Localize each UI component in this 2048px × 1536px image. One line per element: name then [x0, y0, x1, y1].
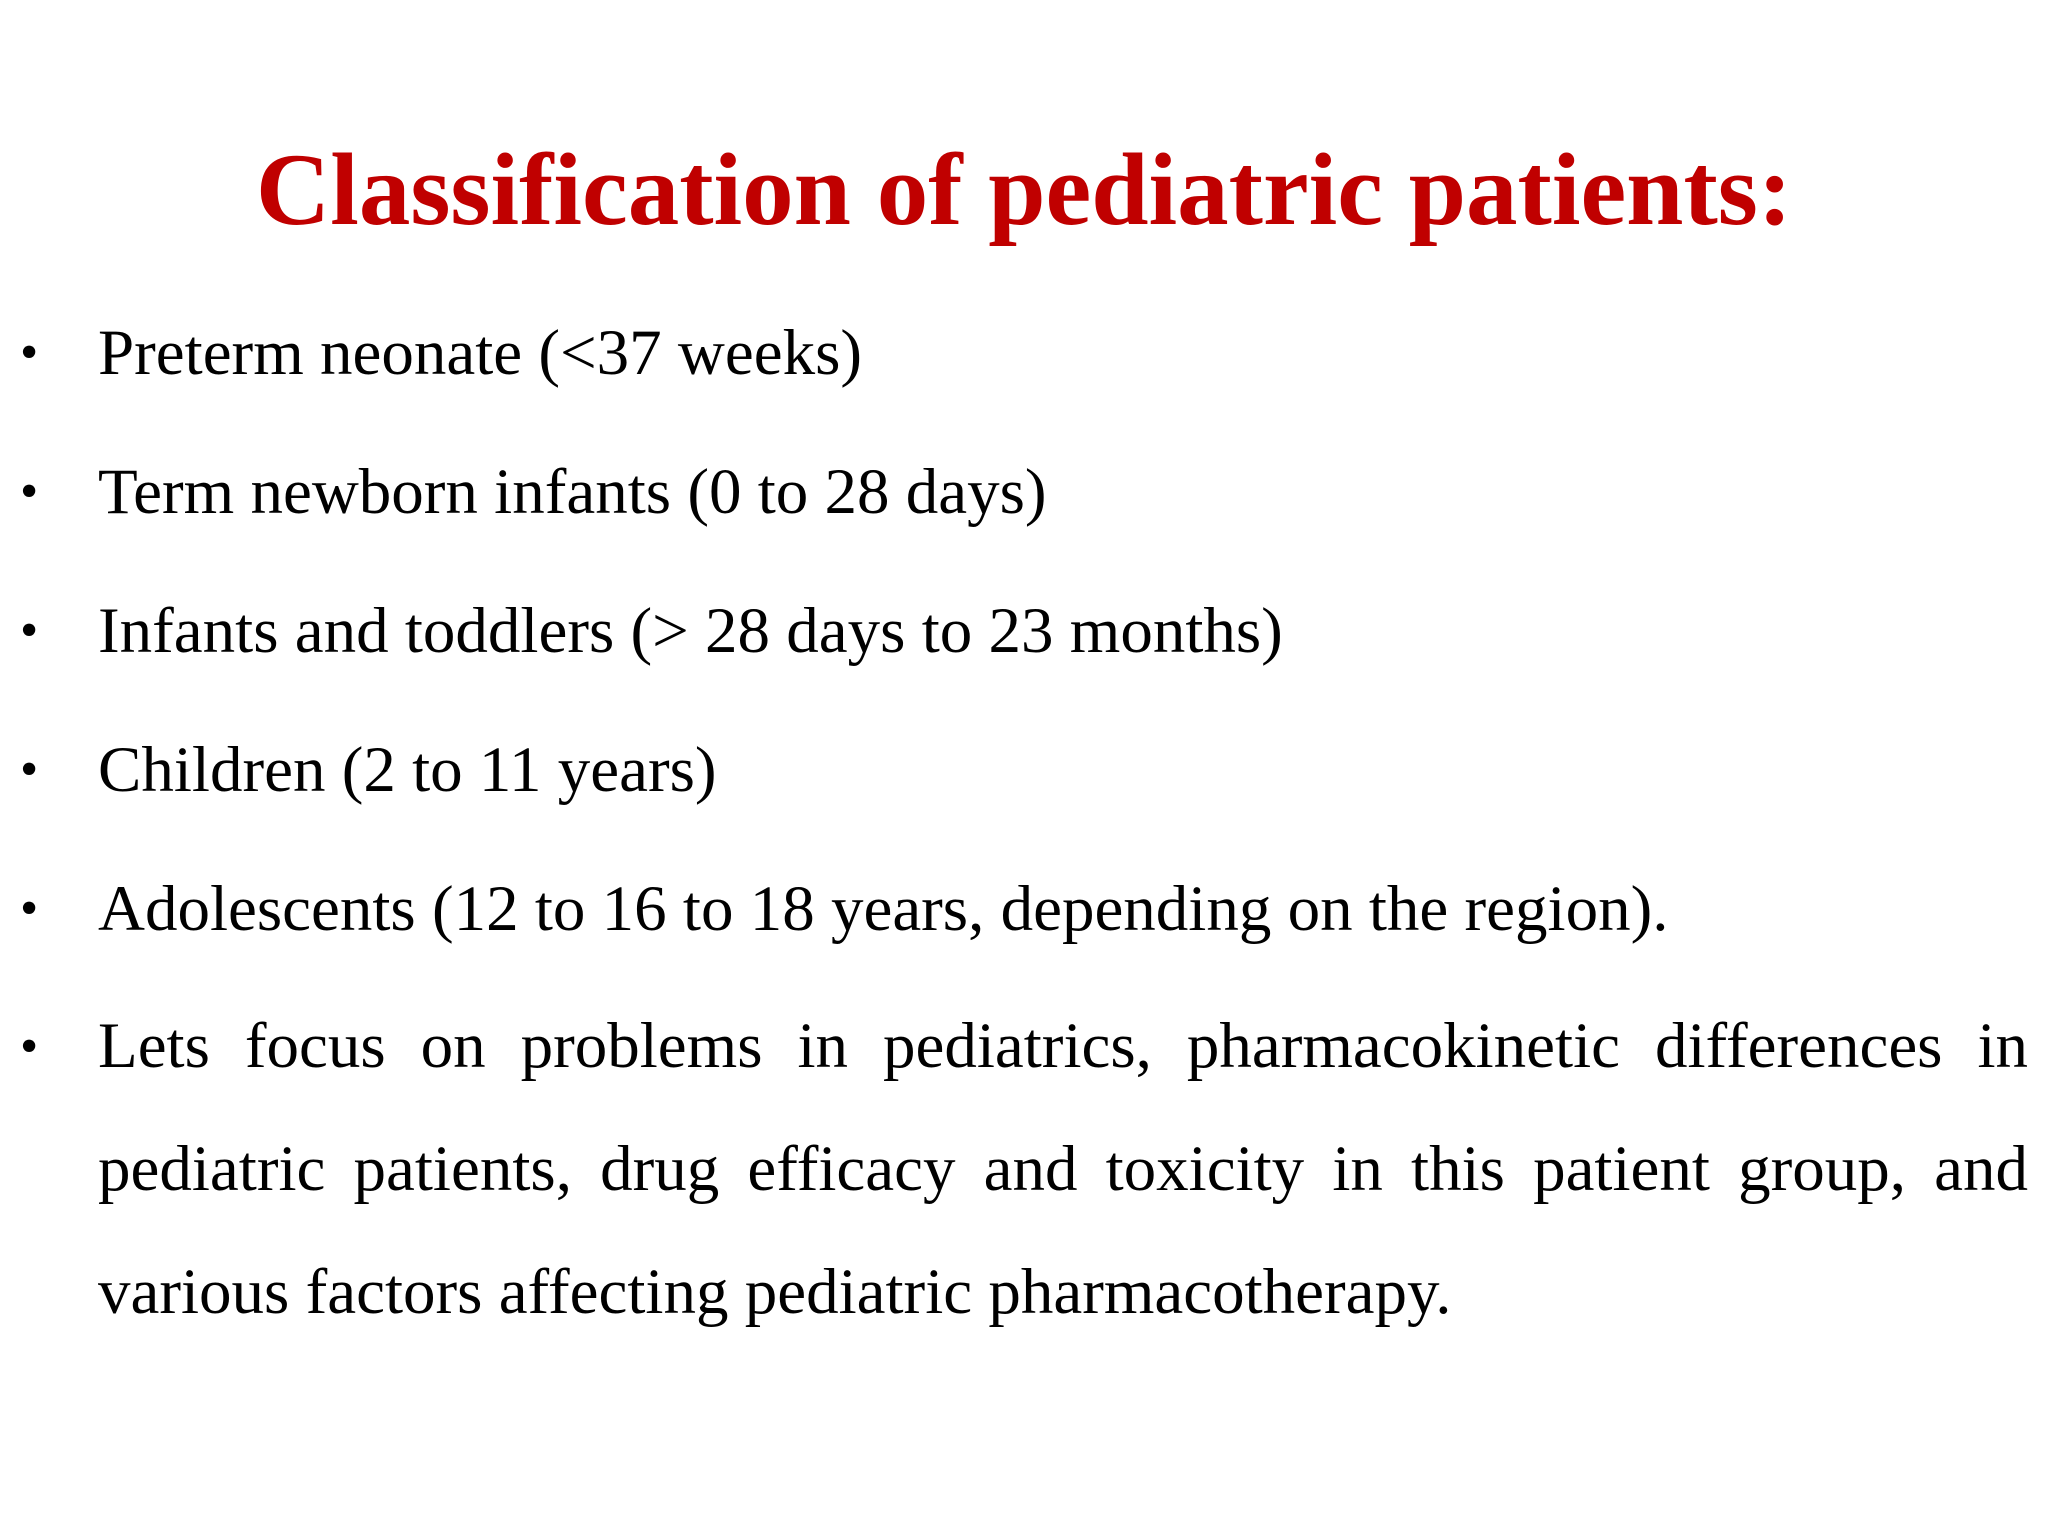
- slide-title: Classification of pediatric patients:: [255, 133, 1793, 247]
- bullet-dot-icon: •: [20, 741, 39, 798]
- bullet-dot-icon: •: [20, 324, 39, 381]
- bullet-text: Preterm neonate (<37 weeks): [98, 317, 863, 389]
- bullet-dot-icon: •: [20, 602, 39, 659]
- bullet-dot-icon: •: [20, 1018, 39, 1075]
- bullet-text: Term newborn infants (0 to 28 days): [98, 456, 1047, 528]
- bullet-item-adolescents: [0, 858, 2048, 960]
- bullet-item-children: [0, 719, 2048, 821]
- bullet-text: Lets focus on problems in pediatrics, pharmacokinetic differences in pediatric patients, drug efficacy and toxicity in this patient group, and various factors affecting pediatric pharmacotherapy.: [98, 1010, 2028, 1328]
- bullet-item-infants-toddlers: [0, 580, 2048, 682]
- bullet-dot-icon: •: [20, 880, 39, 937]
- bullet-text: Adolescents (12 to 16 to 18 years, depending on the region).: [98, 873, 1669, 945]
- bullet-item-term-newborn: [0, 441, 2048, 543]
- bullet-list: [0, 302, 2048, 1391]
- bullet-item-focus: [0, 985, 2048, 1354]
- bullet-dot-icon: •: [20, 463, 39, 520]
- bullet-text: Children (2 to 11 years): [98, 734, 717, 806]
- bullet-text: Infants and toddlers (> 28 days to 23 months): [98, 595, 1283, 667]
- bullet-item-preterm-neonate: [0, 302, 2048, 404]
